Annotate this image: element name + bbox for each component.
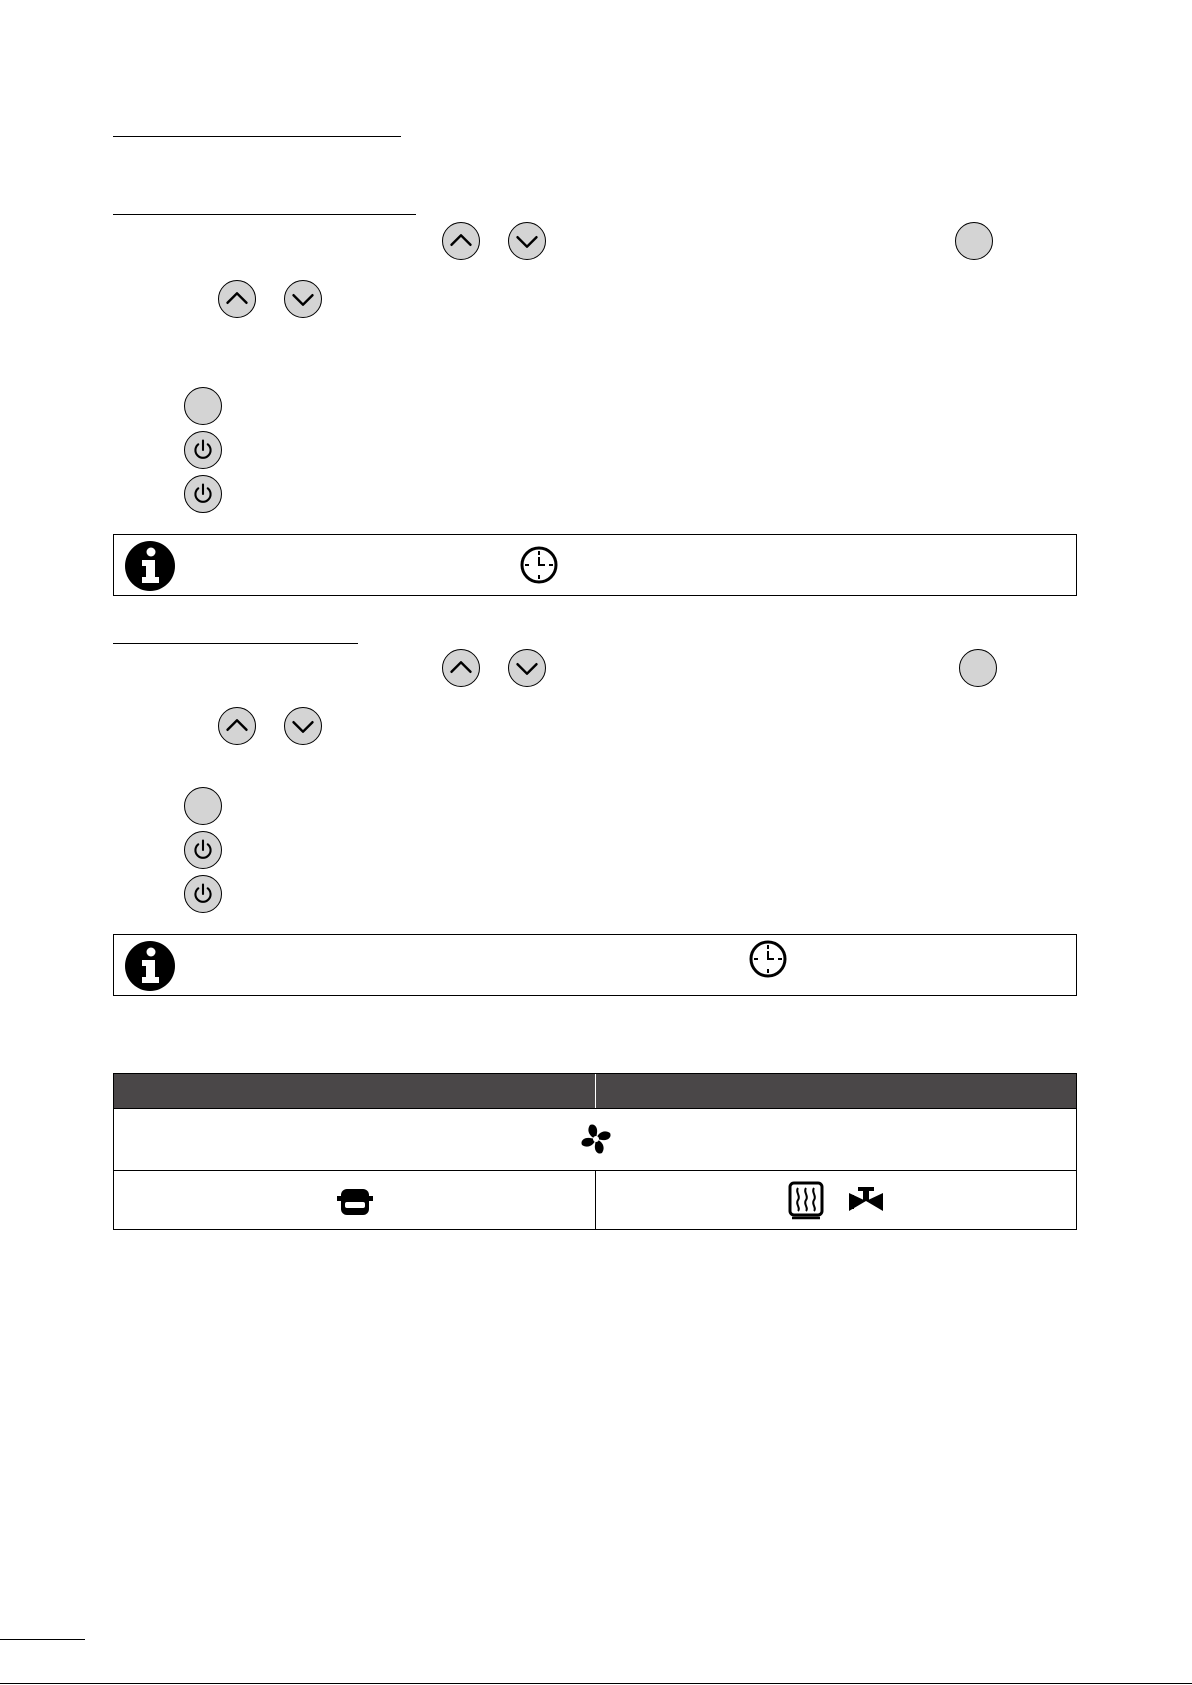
section-1-info-box — [113, 534, 1077, 596]
section-1-up-button[interactable] — [442, 222, 480, 260]
section-2-heading-underline — [113, 643, 358, 644]
table-header-cell-2 — [595, 1074, 1077, 1108]
power-icon — [185, 432, 221, 468]
section-2-down-button[interactable] — [508, 649, 546, 687]
page-heading-underline — [113, 136, 401, 137]
section-1-heading-underline — [113, 214, 416, 215]
section-1-down-button[interactable] — [508, 222, 546, 260]
info-icon — [124, 540, 176, 592]
chevron-down-icon — [509, 223, 545, 259]
section-1-up-button-2[interactable] — [218, 280, 256, 318]
chevron-up-icon — [219, 281, 255, 317]
table-header-cell-1 — [114, 1074, 595, 1108]
power-icon — [185, 876, 221, 912]
section-2-confirm-button[interactable] — [959, 649, 997, 687]
table-row-outputs — [114, 1170, 1076, 1229]
table-cell-heater-valve — [595, 1171, 1077, 1229]
section-2-info-box — [113, 934, 1077, 996]
heater-icon — [786, 1180, 826, 1220]
table-cell-compressor — [114, 1171, 595, 1229]
footer-page-rule — [0, 1683, 1192, 1684]
section-1-confirm-button[interactable] — [955, 222, 993, 260]
chevron-down-icon — [285, 708, 321, 744]
compressor-icon — [335, 1185, 375, 1219]
info-icon — [124, 940, 176, 992]
step-1b-power-button[interactable] — [184, 431, 222, 469]
section-1-down-button-2[interactable] — [284, 280, 322, 318]
power-icon — [185, 832, 221, 868]
chevron-down-icon — [509, 650, 545, 686]
section-2-up-button-2[interactable] — [218, 707, 256, 745]
power-icon — [185, 476, 221, 512]
clock-icon — [519, 545, 559, 585]
step-1c-power-button[interactable] — [184, 475, 222, 513]
step-1a-blank-button[interactable] — [184, 387, 222, 425]
table-header-row — [114, 1074, 1076, 1108]
chevron-up-icon — [219, 708, 255, 744]
fan-icon — [576, 1119, 616, 1159]
chevron-up-icon — [443, 650, 479, 686]
chevron-down-icon — [285, 281, 321, 317]
step-2c-power-button[interactable] — [184, 875, 222, 913]
footer-short-rule — [0, 1639, 85, 1640]
valve-icon — [846, 1185, 886, 1215]
section-2-up-button[interactable] — [442, 649, 480, 687]
step-2a-blank-button[interactable] — [184, 787, 222, 825]
output-table — [113, 1073, 1077, 1230]
table-row-fan — [114, 1108, 1076, 1170]
chevron-up-icon — [443, 223, 479, 259]
section-2-down-button-2[interactable] — [284, 707, 322, 745]
clock-icon — [748, 939, 788, 979]
step-2b-power-button[interactable] — [184, 831, 222, 869]
